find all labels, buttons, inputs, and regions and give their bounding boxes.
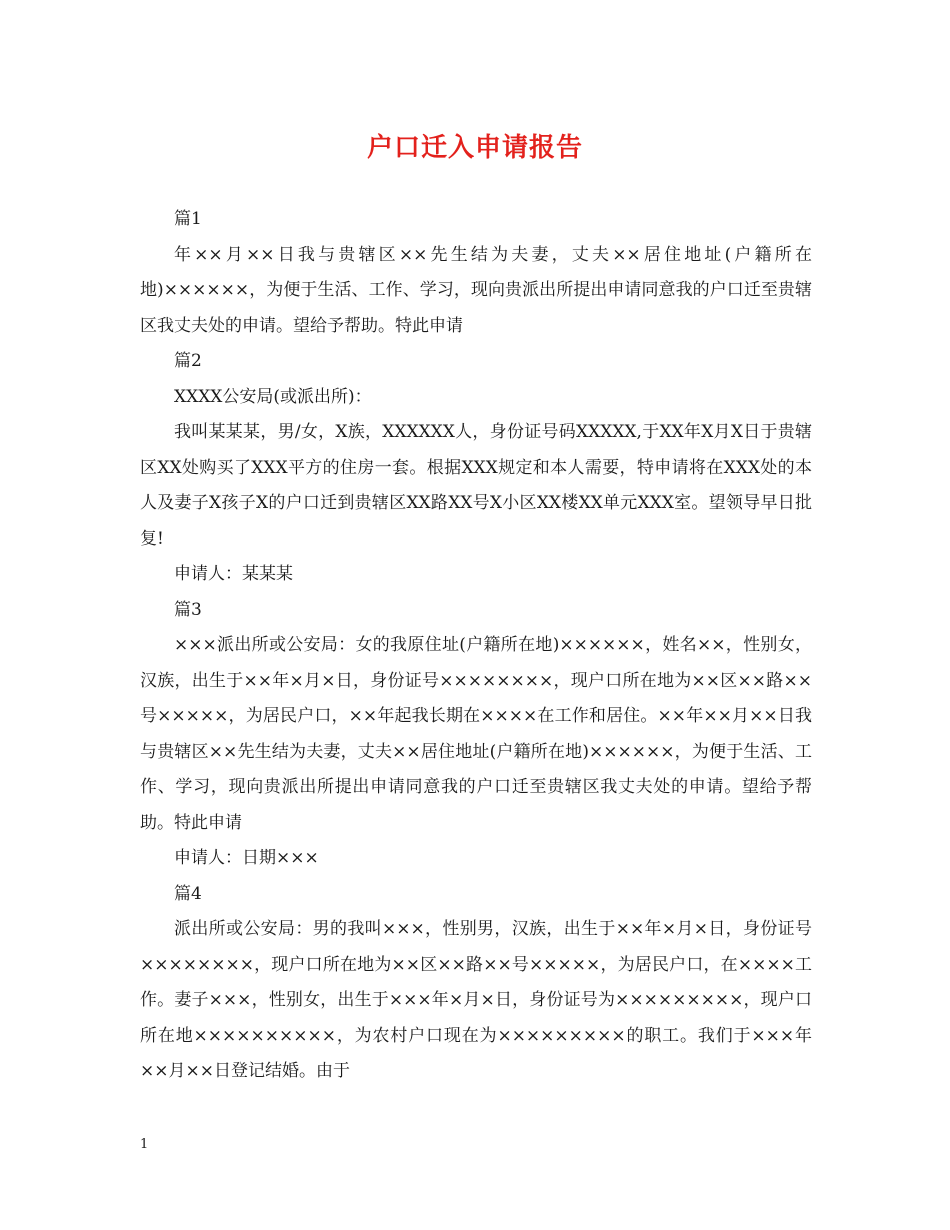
page-number: 1 (140, 1137, 149, 1152)
body-paragraph: 派出所或公安局：男的我叫×××，性别男，汉族，出生于××年×月×日，身份证号××××××××，现户口所在地为××区××路××号×××××，为居民户口，在××××工作。妻子×××，性别女，出生于×××年×月×日，身份证号为×××××××××，现户口所在地××××××××××，为农村户口现在为×××××××××的职工。我们于×××年××月××日登记结婚。由于 (140, 919, 812, 1081)
body-paragraph: 我叫某某某，男/女，X族，XXXXXX人，身份证号码XXXXX,于XX年X月X日于贵辖区XX处购买了XXX平方的住房一套。根据XXX规定和本人需要，特申请将在XXX处的本人及妻子X孩子X的户口迁到贵辖区XX路XX号X小区XX楼XX单元XXX室。望领导早日批复! (140, 422, 812, 549)
section-heading: 篇4 (174, 883, 202, 904)
section-heading: 篇2 (174, 351, 202, 371)
document-title: 户口迁入申请报告 (366, 133, 583, 163)
document-body (140, 202, 812, 1090)
section-heading: 篇1 (174, 209, 202, 229)
body-paragraph: ×××派出所或公安局：女的我原住址(户籍所在地)××××××，姓名××，性别女，汉族，出生于××年×月×日，身份证号××××××××，现户口所在地为××区××路××号×××××，为居民户口，××年起我长期在××××在工作和居住。××年××月××日我与贵辖区××先生结为夫妻，丈夫××居住地址(户籍所在地)××××××，为便于生活、工作、学习，现向贵派出所提出申请同意我的户口迁至贵辖区我丈夫处的申请。望给予帮助。特此申请 (140, 635, 812, 833)
addressee-line: XXXX公安局(或派出所)： (174, 386, 372, 407)
section-heading: 篇3 (174, 599, 202, 620)
signature-line: 申请人：某某某 (174, 564, 293, 584)
body-paragraph: 年××月××日我与贵辖区××先生结为夫妻，丈夫××居住地址(户籍所在地)××××××，为便于生活、工作、学习，现向贵派出所提出申请同意我的户口迁至贵辖区我丈夫处的申请。望给予帮助。特此申请 (140, 244, 812, 336)
signature-line: 申请人：日期××× (174, 848, 319, 868)
